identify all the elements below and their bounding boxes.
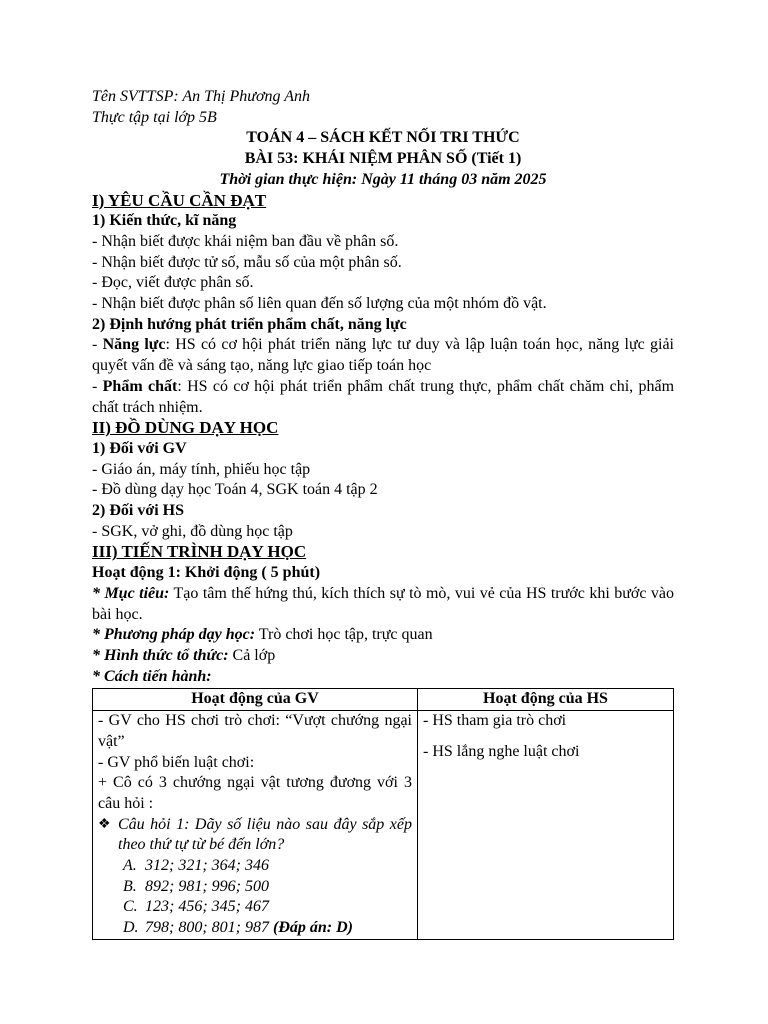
header-gv: Hoạt động của GV	[93, 689, 418, 711]
hs-item: - SGK, vở ghi, đồ dùng học tập	[92, 522, 293, 540]
section1-sub1: 1) Kiến thức, kĩ năng	[92, 212, 237, 230]
answer-option	[98, 856, 412, 877]
section1-heading: I) YÊU CẦU CẦN ĐẠT	[92, 190, 267, 210]
document-body	[92, 87, 674, 940]
answer-option	[98, 918, 412, 939]
answer-letter: B.	[123, 877, 137, 895]
table-header-row	[93, 689, 674, 711]
pp-paragraph	[92, 625, 674, 646]
activity-table	[92, 688, 674, 939]
gv-line: + Cô có 3 chướng ngại vật tương đương với 3 câu hỏi :	[98, 774, 412, 812]
lesson-title: BÀI 53: KHÁI NIỆM PHÂN SỐ (Tiết 1)	[244, 150, 522, 168]
answer-letter: C.	[123, 898, 138, 916]
gv-line: - GV cho HS chơi trò chơi: “Vượt chướng ngại vật”	[98, 712, 412, 750]
answer-key: (Đáp án: D)	[272, 919, 353, 937]
pp-text: Trò chơi học tập, trực quan	[255, 626, 433, 644]
question-text: Câu hỏi 1: Dãy số liệu nào sau đây sắp xếp theo thứ tự từ bé đến lớn?	[118, 815, 412, 854]
gv-item: - Đồ dùng dạy học Toán 4, SGK toán 4 tập 2	[92, 481, 378, 499]
subject-title: TOÁN 4 – SÁCH KẾT NỐI TRI THỨC	[246, 129, 520, 147]
answer-option	[98, 877, 412, 898]
spacer	[423, 732, 668, 742]
author-line: Tên SVTTSP: An Thị Phương Anh	[92, 88, 311, 105]
section3-heading: III) TIẾN TRÌNH DẠY HỌC	[92, 542, 307, 562]
hs-line: - HS tham gia trò chơi	[423, 712, 567, 730]
phamchat-text: : HS có cơ hội phát triển phẩm chất trung thực, phẩm chất chăm chỉ, phẩm chất trách nhiệm.	[92, 377, 675, 416]
objective-item: - Nhận biết được tử số, mẫu số của một phân số.	[92, 253, 402, 271]
answer-text: 798; 800; 801; 987	[145, 919, 269, 937]
answer-text: 312; 321; 364; 346	[145, 857, 269, 875]
answer-letter: D.	[123, 919, 139, 937]
hs-cell	[418, 711, 674, 940]
section2-sub1: 1) Đối với GV	[92, 439, 187, 457]
phamchat-paragraph: - Phẩm chất: HS có cơ hội phát triển phẩm chất trung thực, phẩm chất chăm chỉ, phẩm chất trách nhiệm.	[92, 377, 675, 416]
activity-title: Hoạt động 1: Khởi động ( 5 phút)	[92, 564, 321, 582]
answer-option	[98, 897, 412, 918]
muctieu-label: * Mục tiêu:	[92, 584, 170, 602]
nangluc-paragraph: - Năng lực: HS có cơ hội phát triển năng lực tư duy và lập luận toán học, năng lực giải quyết vấn đề và sáng tạo, năng lực giao tiếp toán học	[92, 336, 675, 375]
ht-label: * Hình thức tổ thức:	[92, 646, 229, 664]
nangluc-text: : HS có cơ hội phát triển năng lực tư duy và lập luận toán học, năng lực giải quyết vấn đề và sáng tạo, năng lực giao tiếp toán học	[92, 336, 675, 375]
objective-item: - Nhận biết được phân số liên quan đến số lượng của một nhóm đồ vật.	[92, 295, 547, 313]
diamond-bullet-icon: ❖	[98, 816, 111, 832]
gv-cell	[93, 711, 418, 940]
table-row	[93, 711, 674, 940]
answer-letter: A.	[123, 857, 137, 875]
time-line: Thời gian thực hiện: Ngày 11 tháng 03 năm 2025	[219, 170, 547, 188]
hs-line: - HS lắng nghe luật chơi	[423, 742, 580, 760]
muctieu-paragraph	[92, 584, 674, 625]
question-item	[98, 815, 412, 856]
gv-item: - Giáo án, máy tính, phiếu học tập	[92, 460, 311, 478]
section1-sub2: 2) Định hướng phát triển phẩm chất, năng lực	[92, 315, 407, 333]
answer-text: 892; 981; 996; 500	[145, 877, 269, 895]
header-hs: Hoạt động của HS	[418, 689, 674, 711]
ht-paragraph	[92, 646, 674, 667]
section2-sub2: 2) Đối với HS	[92, 502, 184, 520]
objective-item: - Nhận biết được khái niệm ban đầu về phân số.	[92, 232, 399, 250]
answer-text: 123; 456; 345; 467	[145, 898, 269, 916]
gv-line: - GV phổ biến luật chơi:	[98, 753, 255, 771]
cach-label: * Cách tiến hành:	[92, 667, 212, 685]
pp-label: * Phương pháp dạy học:	[92, 626, 256, 644]
muctieu-text: Tạo tâm thế hứng thú, kích thích sự tò mò, vui vẻ của HS trước khi bước vào bài học.	[92, 584, 674, 623]
objective-item: - Đọc, viết được phân số.	[92, 274, 254, 292]
ht-text: Cả lớp	[228, 646, 276, 664]
nangluc-label: Năng lực	[102, 336, 166, 354]
class-info-line: Thực tập tại lớp 5B	[92, 108, 217, 126]
phamchat-label: Phẩm chất	[102, 377, 178, 395]
section2-heading: II) ĐỒ DÙNG DẠY HỌC	[92, 418, 279, 438]
